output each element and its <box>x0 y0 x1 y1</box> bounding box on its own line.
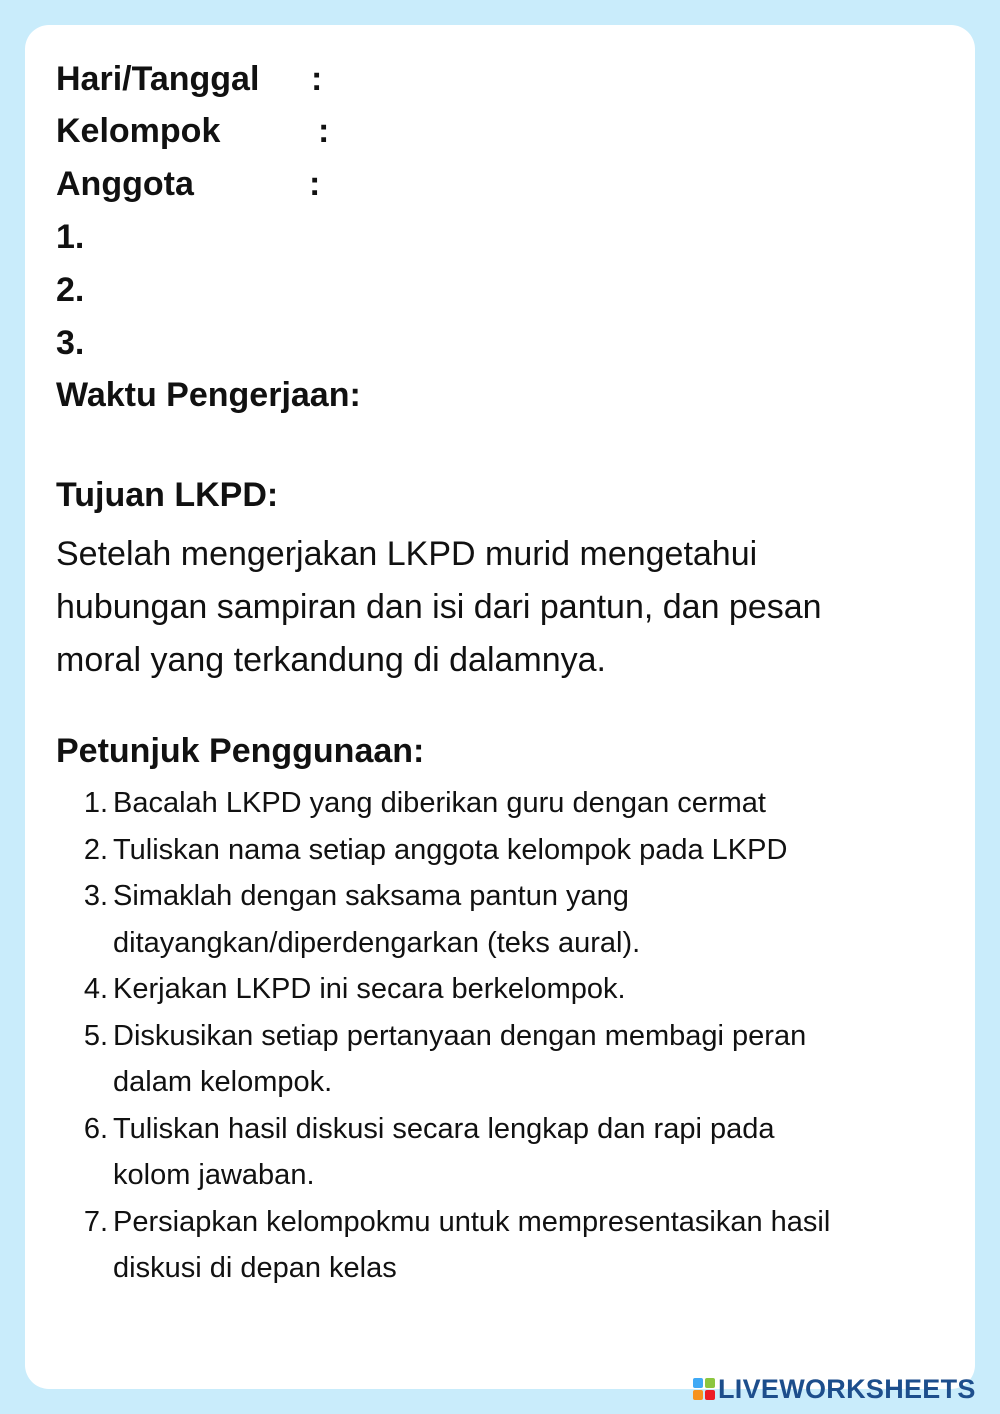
objective-text <box>56 528 956 687</box>
day-date-colon: : <box>311 60 323 98</box>
instruction-text: Kerjakan LKPD ini secara berkelompok. <box>113 973 626 1005</box>
instruction-number: 1. <box>83 787 108 819</box>
instruction-text: ditayangkan/diperdengarkan (teks aural). <box>113 926 641 959</box>
member-3: 3. <box>56 324 85 362</box>
instruction-number: 2. <box>83 833 108 866</box>
members-row <box>56 165 321 203</box>
instruction-text: dalam kelompok. <box>113 1066 333 1098</box>
logo-square <box>693 1378 703 1388</box>
instruction-item <box>56 1199 956 1292</box>
instruction-text: Bacalah LKPD yang diberikan guru dengan cermat <box>113 787 766 819</box>
day-date-row <box>56 60 323 98</box>
member-1: 1. <box>56 218 85 256</box>
liveworksheets-logo-icon <box>693 1378 715 1400</box>
instruction-text: Diskusikan setiap pertanyaan dengan membagi peran <box>113 1019 807 1052</box>
objective-line: Setelah mengerjakan LKPD murid mengetahui <box>56 535 758 573</box>
instruction-item <box>56 966 956 1013</box>
objective-line: hubungan sampiran dan isi dari pantun, dan pesan <box>56 588 822 626</box>
members-label: Anggota <box>56 165 194 203</box>
instruction-item <box>56 827 956 874</box>
instruction-text: kolom jawaban. <box>113 1159 315 1191</box>
members-colon: : <box>309 165 321 203</box>
liveworksheets-brand[interactable] <box>693 1374 976 1404</box>
group-row <box>56 112 330 150</box>
instruction-number: 5. <box>83 1019 108 1052</box>
instruction-number: 3. <box>83 880 108 912</box>
instruction-text: Tuliskan nama setiap anggota kelompok pada LKPD <box>113 833 788 866</box>
group-colon: : <box>318 112 330 150</box>
member-2: 2. <box>56 271 85 309</box>
instructions-list <box>56 780 956 1292</box>
instruction-text: Simaklah dengan saksama pantun yang <box>113 880 629 912</box>
objective-title: Tujuan LKPD: <box>56 476 279 514</box>
objective-line: moral yang terkandung di dalamnya. <box>56 641 606 679</box>
instruction-number: 4. <box>83 973 108 1005</box>
instruction-item <box>56 873 956 966</box>
instruction-number: 7. <box>83 1205 108 1238</box>
instruction-text: Tuliskan hasil diskusi secara lengkap dan rapi pada <box>113 1112 775 1145</box>
instruction-item <box>56 780 956 827</box>
instruction-item <box>56 1013 956 1106</box>
instruction-text: Persiapkan kelompokmu untuk mempresentasikan hasil <box>113 1205 831 1238</box>
instruction-number: 6. <box>83 1112 108 1145</box>
instructions-title: Petunjuk Penggunaan: <box>56 732 425 770</box>
day-date-label: Hari/Tanggal <box>56 60 260 98</box>
brand-text: LIVEWORKSHEETS <box>718 1373 976 1404</box>
instruction-item <box>56 1106 956 1199</box>
logo-square <box>693 1390 703 1400</box>
group-label: Kelompok <box>56 112 221 150</box>
time-label: Waktu Pengerjaan: <box>56 376 361 414</box>
instruction-text: diskusi di depan kelas <box>113 1252 397 1284</box>
logo-square <box>705 1378 715 1388</box>
logo-square <box>705 1390 715 1400</box>
